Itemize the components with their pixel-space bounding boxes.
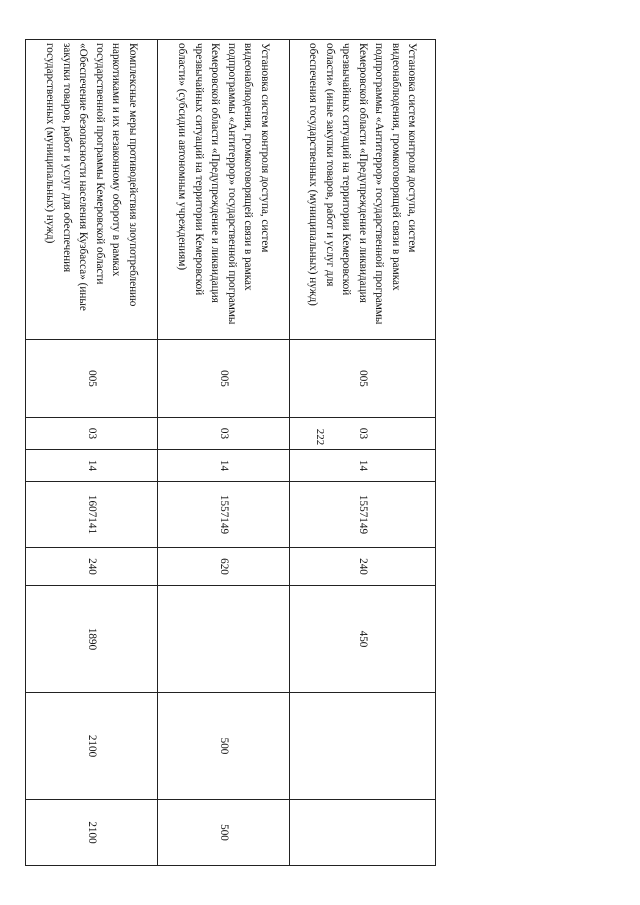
amount-year-1: 1890	[26, 586, 158, 693]
budget-table-rotated	[0, 39, 436, 844]
ministry-code: 005	[158, 340, 290, 418]
table-row	[26, 40, 158, 866]
table-row	[158, 40, 290, 866]
amount-year-2: 500	[158, 693, 290, 800]
subsection-code: 14	[158, 450, 290, 482]
amount-year-2: 2100	[26, 693, 158, 800]
page-number: 222	[314, 428, 326, 446]
ministry-code: 005	[290, 340, 436, 418]
amount-year-2	[290, 693, 436, 800]
section-code: 03	[290, 418, 436, 450]
amount-year-3: 2100	[26, 800, 158, 866]
expense-type-code: 240	[26, 548, 158, 586]
expense-type-code: 620	[158, 548, 290, 586]
section-code: 03	[158, 418, 290, 450]
row-name: Установка систем контроля доступа, систем видеонаблюдения, громкоговорящей связи в рамках подпрограммы «Антитеррор» государственной программы Кемеровской области «Предупреждение и ликвидация чрезвычайных ситуаций на территории Кемеровской области» (субсидии автономным учреждениям)	[158, 40, 290, 340]
table-row	[290, 40, 436, 866]
section-code: 03	[26, 418, 158, 450]
amount-year-1: 450	[290, 586, 436, 693]
amount-year-3: 500	[158, 800, 290, 866]
amount-year-3	[290, 800, 436, 866]
subsection-code: 14	[290, 450, 436, 482]
target-article-code: 1607141	[26, 482, 158, 548]
amount-year-1	[158, 586, 290, 693]
row-name: Комплексные меры противодействия злоупотреблению наркотиками и их незаконному обороту в рамках государственной программы Кемеровской области «Обеспечение безопасности населения Кузбасса» (иные закупки товаров, работ и услуг для обеспечения государственных (муниципальных) нужд)	[26, 40, 158, 340]
target-article-code: 1557149	[158, 482, 290, 548]
ministry-code: 005	[26, 340, 158, 418]
row-name: Установка систем контроля доступа, систем видеонаблюдения, громкоговорящей связи в рамках подпрограммы «Антитеррор» государственной программы Кемеровской области «Предупреждение и ликвидация чрезвычайных ситуаций на территории Кемеровской области» (иные закупки товаров, работ и услуг для обеспечения государственных (муниципальных) нужд)	[290, 40, 436, 340]
budget-table	[25, 39, 436, 866]
subsection-code: 14	[26, 450, 158, 482]
expense-type-code: 240	[290, 548, 436, 586]
target-article-code: 1557149	[290, 482, 436, 548]
